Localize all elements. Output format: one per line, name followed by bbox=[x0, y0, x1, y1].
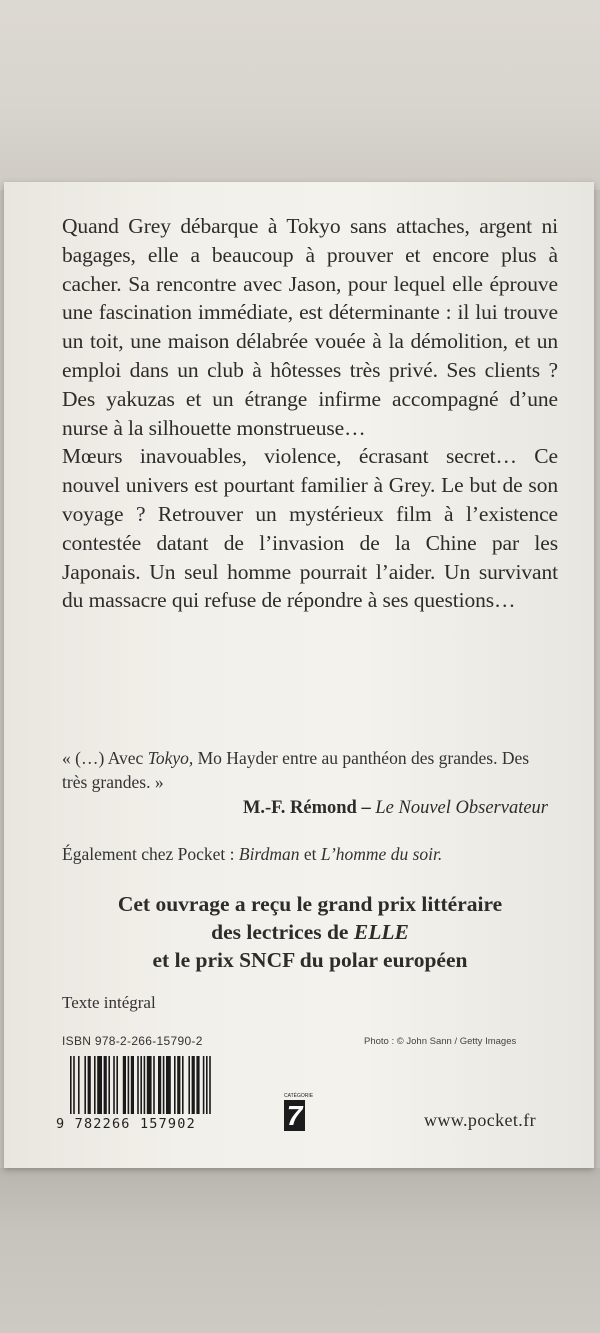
quote-source bbox=[243, 798, 548, 819]
price-category bbox=[284, 1093, 314, 1131]
press-quote bbox=[62, 746, 552, 794]
quote-text: Mo Hayder entre au panthéon des grandes. Des très grandes. » bbox=[62, 748, 530, 792]
quote-author: M.-F. Rémond bbox=[242, 798, 357, 818]
isbn: ISBN 978-2-266-15790-2 bbox=[62, 1034, 203, 1048]
also-conjunction: et bbox=[299, 844, 321, 864]
barcode bbox=[56, 1056, 236, 1132]
prize-line-2-prefix: des lectrices de bbox=[211, 920, 354, 944]
also-book-1: Birdman bbox=[238, 844, 300, 864]
website-link[interactable]: www.pocket.fr bbox=[424, 1110, 536, 1130]
prize-line-2 bbox=[40, 918, 580, 946]
photo-credit: Photo : © John Sann / Getty Images bbox=[364, 1036, 517, 1047]
synopsis bbox=[62, 212, 558, 615]
prize-line-1: Cet ouvrage a reçu le grand prix littéraire bbox=[117, 892, 503, 916]
barcode-icon bbox=[70, 1056, 234, 1114]
synopsis-paragraph-2: Mœurs inavouables, violence, écrasant secret… Ce nouvel univers est pourtant familier à Grey. Le but de son voyage ? Retrouver un mystérieux film à l’existence contestée datant de l’invasion de la Chine par les Japonais. Un seul homme pourrait l’aider. Un survivant du massacre qui refuse de répondre à ses questions… bbox=[62, 444, 558, 613]
quote-publication: Le Nouvel Observateur bbox=[375, 798, 548, 818]
also-available bbox=[62, 844, 562, 865]
quote-book-title: Tokyo, bbox=[147, 748, 194, 768]
quote-separator: – bbox=[356, 798, 376, 818]
prize-magazine: ELLE bbox=[353, 920, 409, 944]
category-value: 7 bbox=[284, 1100, 305, 1131]
quote-open: « (…) Avec bbox=[62, 748, 148, 768]
prize-statement bbox=[40, 890, 580, 974]
category-label: CATÉGORIE bbox=[284, 1093, 314, 1099]
also-prefix: Également chez Pocket : bbox=[62, 844, 239, 864]
background-surface-bottom bbox=[0, 1168, 600, 1333]
also-book-2: L’homme du soir. bbox=[320, 844, 443, 864]
prize-line-3: et le prix SNCF du polar européen bbox=[152, 948, 468, 972]
background-surface-top bbox=[0, 0, 600, 190]
barcode-digits: 9 782266 157902 bbox=[56, 1116, 196, 1132]
integral-text-label: Texte intégral bbox=[62, 993, 156, 1012]
synopsis-paragraph-1: Quand Grey débarque à Tokyo sans attaches, argent ni bagages, elle a beaucoup à prouver et encore plus à cacher. Sa rencontre avec Jason, pour lequel elle éprouve une fascination immédiate, est déterminante : il lui trouve un toit, une maison délabrée vouée à la démolition, et un emploi dans un club à hôtesses très privé. Ses clients ? Des yakuzas et un étrange infirme accompagné d’une nurse à la silhouette monstrueuse… bbox=[62, 214, 558, 440]
